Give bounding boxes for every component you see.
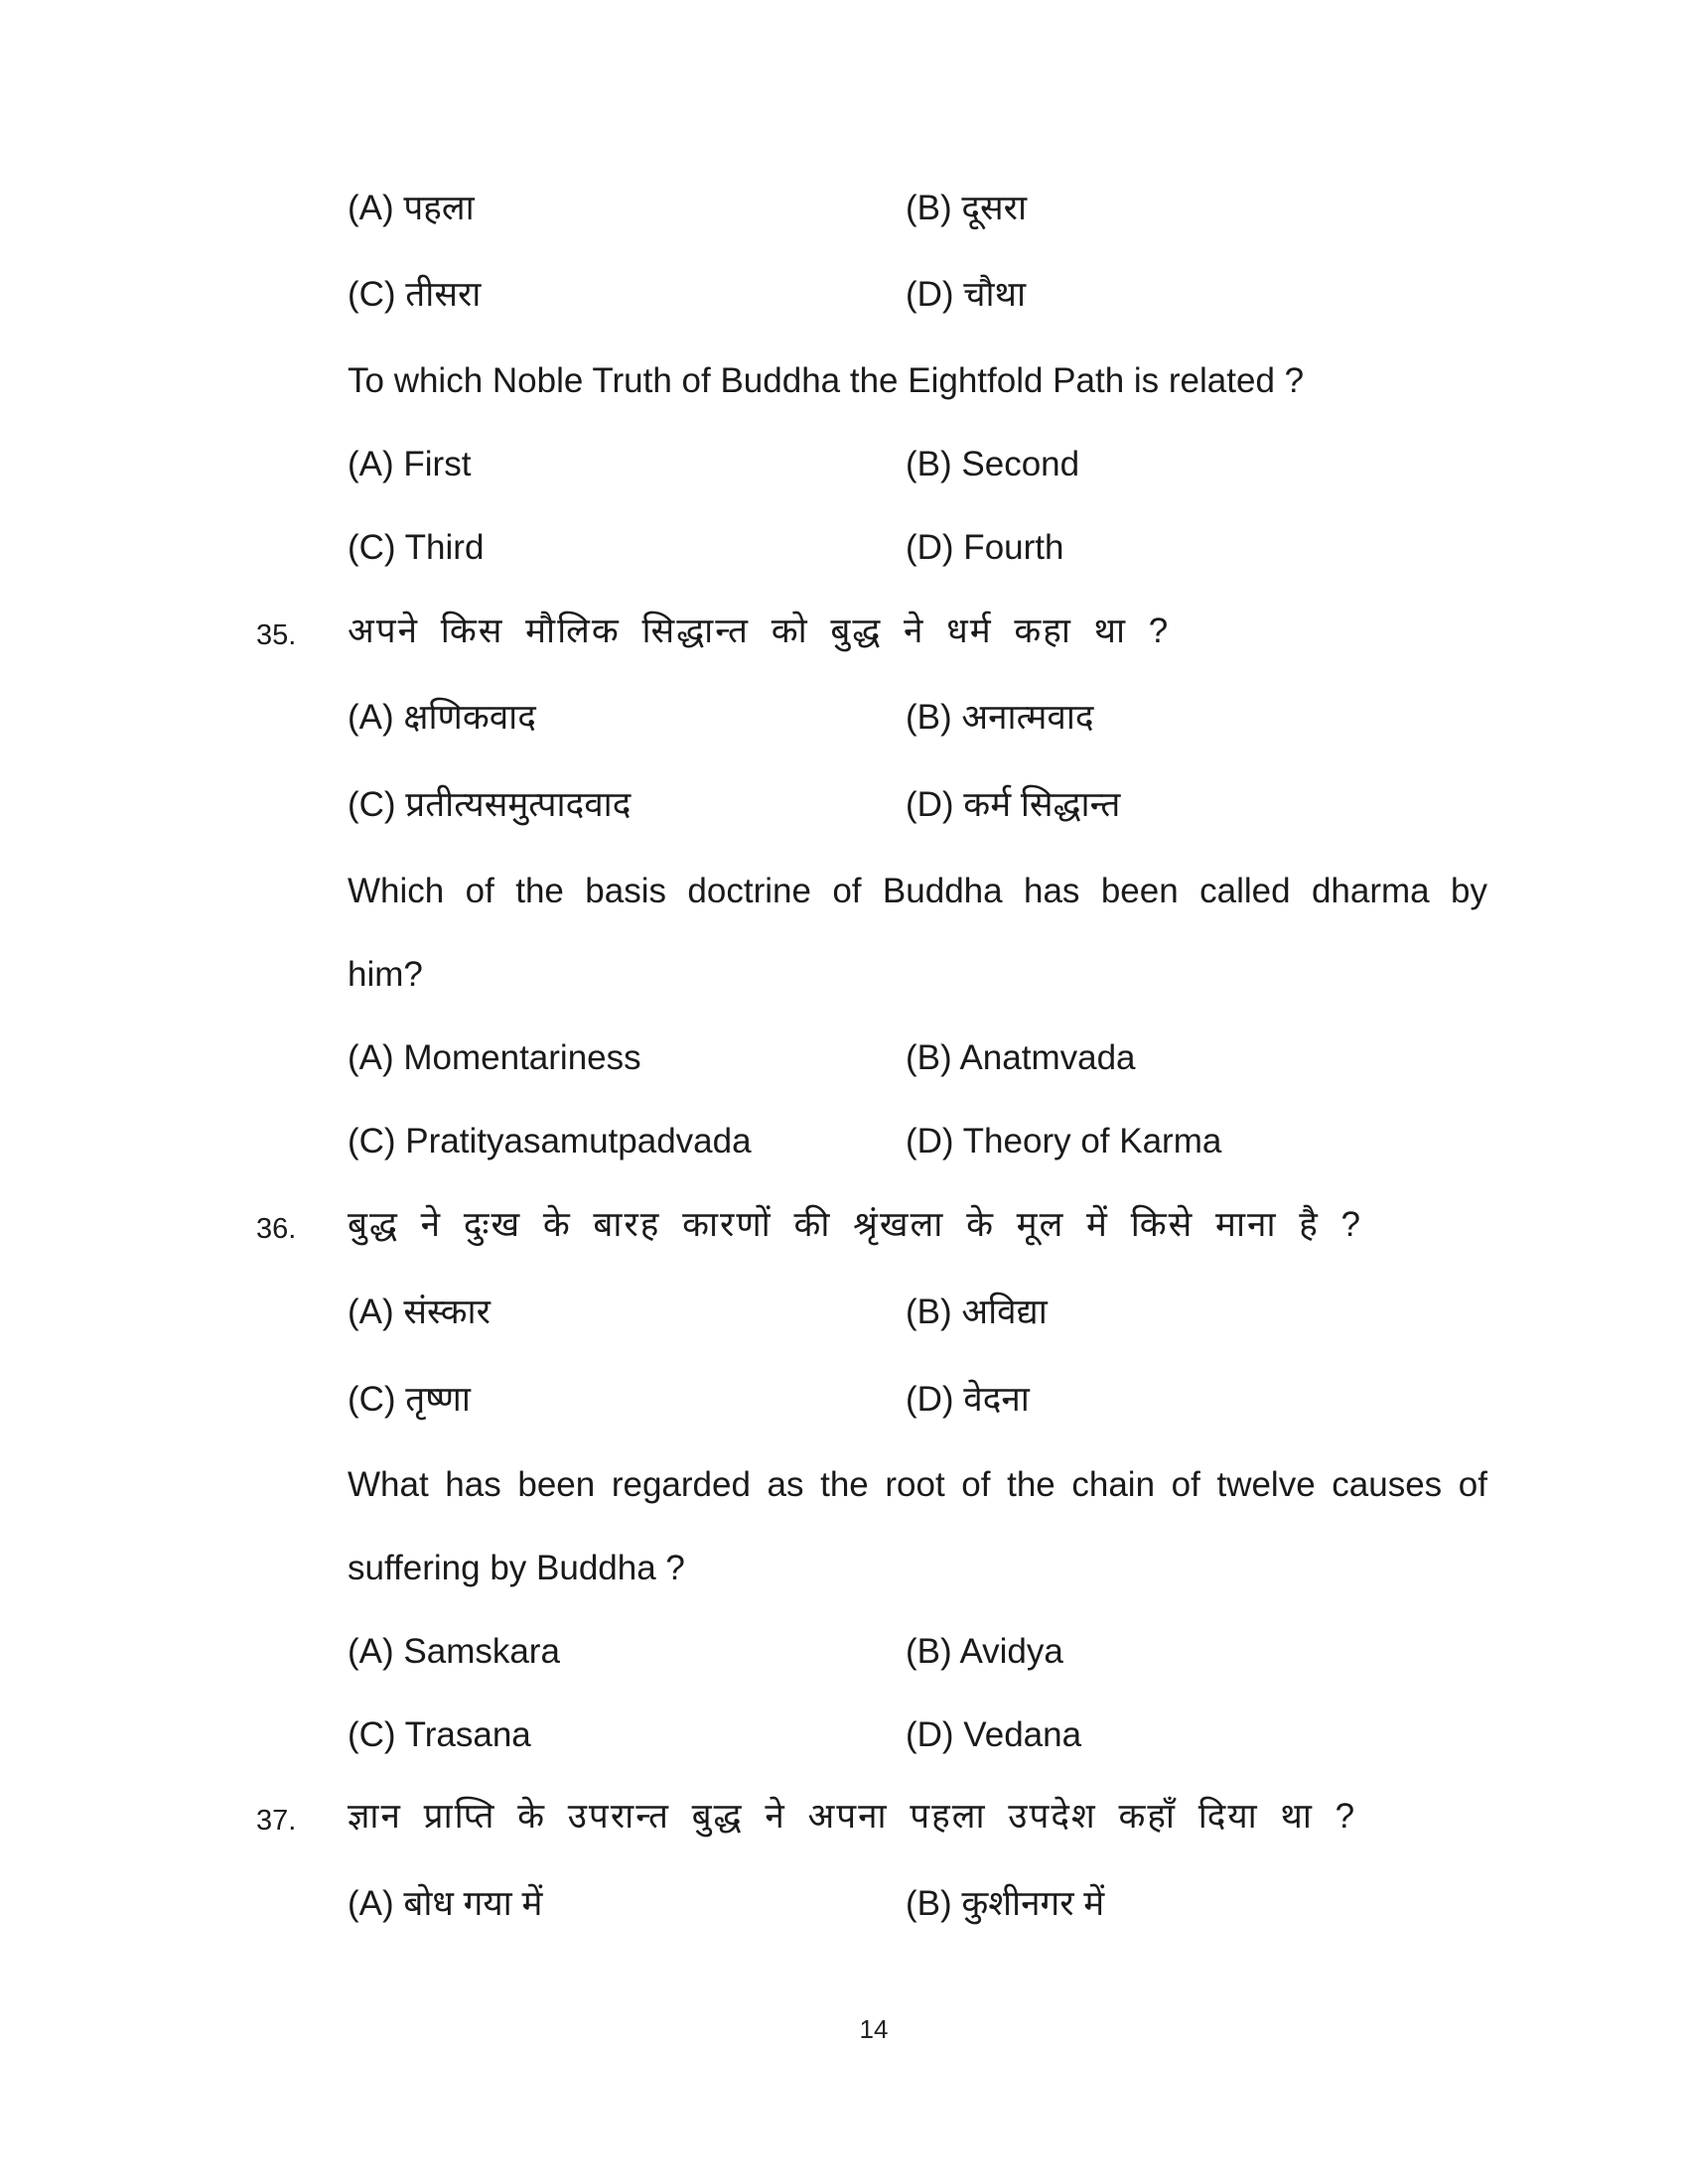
q34-en-question: To which Noble Truth of Buddha the Eightfold Path is related ? [348, 361, 1305, 400]
q35-en-option-d: (D) Theory of Karma [906, 1122, 1222, 1160]
q36-hi-option-c: (C) तृष्णा [348, 1380, 471, 1419]
q35-en-question-line1: Which of the basis doctrine of Buddha has been called dharma by [348, 872, 1487, 910]
q36-hi-option-a: (A) संस्कार [348, 1293, 491, 1331]
q37-hi-option-a: (A) बोध गया में [348, 1884, 543, 1923]
q36-number: 36. [256, 1213, 297, 1245]
q36-hi-option-d: (D) वेदना [906, 1380, 1030, 1419]
q37-number: 37. [256, 1805, 297, 1837]
q34-en-option-c: (C) Third [348, 528, 485, 567]
q34-en-option-d: (D) Fourth [906, 528, 1064, 567]
q35-en-question-line2: him? [348, 955, 423, 994]
q34-hi-option-d: (D) चौथा [906, 275, 1027, 314]
q34-en-option-b: (B) Second [906, 445, 1080, 483]
q34-hi-option-c: (C) तीसरा [348, 275, 482, 314]
q35-hi-option-d: (D) कर्म सिद्धान्त [906, 785, 1121, 824]
q36-en-option-b: (B) Avidya [906, 1632, 1063, 1671]
q35-en-option-c: (C) Pratityasamutpadvada [348, 1122, 752, 1160]
q34-en-option-a: (A) First [348, 445, 472, 483]
q36-en-question-line2: suffering by Buddha ? [348, 1549, 685, 1587]
q36-hi-question: बुद्ध ने दुःख के बारह कारणों की श्रृंखला के मूल में किसे माना है ? [348, 1205, 1363, 1244]
q36-en-option-d: (D) Vedana [906, 1715, 1082, 1754]
q35-hi-option-c: (C) प्रतीत्यसमुत्पादवाद [348, 785, 632, 824]
q36-en-question-line1: What has been regarded as the root of the chain of twelve causes of [348, 1465, 1487, 1504]
q36-en-option-c: (C) Trasana [348, 1715, 531, 1754]
q35-hi-option-a: (A) क्षणिकवाद [348, 698, 536, 737]
q37-hi-question: ज्ञान प्राप्ति के उपरान्त बुद्ध ने अपना पहला उपदेश कहाँ दिया था ? [348, 1797, 1357, 1836]
page-number: 14 [859, 2014, 889, 2044]
q35-en-option-b: (B) Anatmvada [906, 1038, 1136, 1077]
q35-number: 35. [256, 619, 297, 651]
q35-en-option-a: (A) Momentariness [348, 1038, 641, 1077]
q37-hi-option-b: (B) कुशीनगर में [906, 1884, 1105, 1923]
q35-hi-question: अपने किस मौलिक सिद्धान्त को बुद्ध ने धर्म कहा था ? [348, 612, 1171, 650]
q36-en-option-a: (A) Samskara [348, 1632, 560, 1671]
q36-hi-option-b: (B) अविद्या [906, 1293, 1048, 1331]
q34-hi-option-a: (A) पहला [348, 189, 475, 227]
q35-hi-option-b: (B) अनात्मवाद [906, 698, 1094, 737]
q34-hi-option-b: (B) दूसरा [906, 189, 1028, 227]
